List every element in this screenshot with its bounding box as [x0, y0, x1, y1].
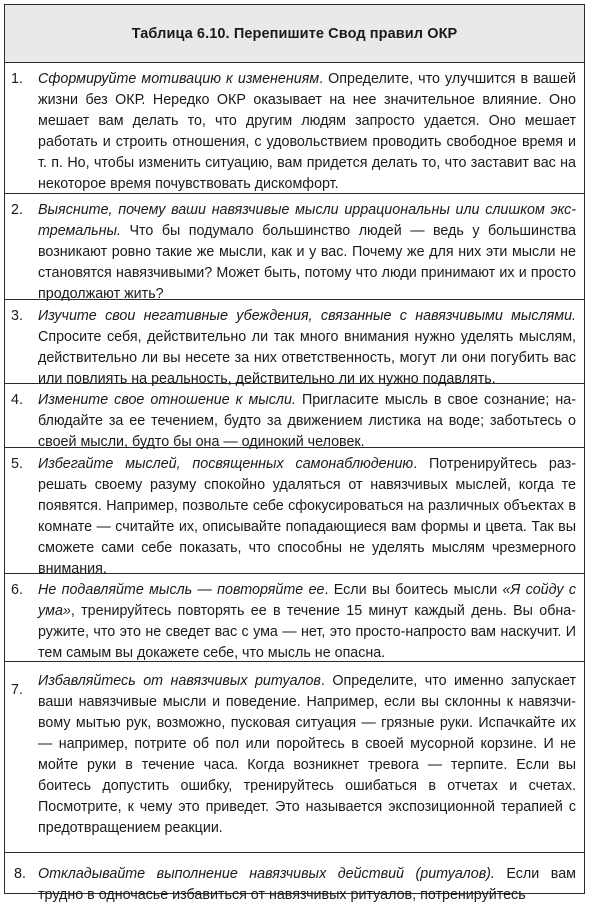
- rule-body-intro: . Если вы боитесь мысли: [324, 582, 503, 598]
- row-number: 8.: [14, 866, 26, 882]
- row-number: 6.: [11, 582, 23, 598]
- row-text: [5, 300, 584, 390]
- table-row: [5, 63, 584, 194]
- rule-heading: Изучите свои негативные убеждения, связанные с навязчивыми мыслями.: [38, 308, 576, 324]
- table-row: [5, 300, 584, 387]
- table-row: [5, 448, 584, 577]
- row-text: [5, 574, 584, 664]
- row-text: [5, 662, 584, 839]
- rule-quote: «Я сойду с ума»: [38, 582, 577, 619]
- rule-body: Пригласите мысль в свое сознание; наблюдайте за ее течением, будто за движением листика на воде; заботьтесь о своей мысли, будто бы она — одинокий человек.: [38, 392, 576, 450]
- rule-heading: Сформируйте мотивацию к изменениям: [38, 71, 320, 87]
- rule-body: Спросите себя, действительно ли так много внимания нужно уделять мыслям, действительно ли вы несете за них ответственность, могут ли они погубить вас или повлиять на реальность, действительно ли их нужно подавлять.: [38, 329, 576, 387]
- row-text: [5, 448, 584, 580]
- table-row: [5, 574, 584, 662]
- rule-heading: Выясните, почему ваши навязчивые мысли иррациональны или слишком экстремальны.: [38, 202, 576, 239]
- table-row: [5, 662, 584, 853]
- rule-body: Что бы подумало большинство людей — ведь у большинства возникают ровно такие же мысли, как и у вас. Почему же для них эти мысли не становятся навязчивыми? Может быть, потому что люди принимают их и просто продолжают жить?: [38, 223, 576, 302]
- row-number: 2.: [11, 202, 23, 218]
- rule-body: , тренируйтесь повторять ее в течение 15 минут каждый день. Вы обнаружите, что это не сведет вас с ума — нет, это просто-напросто вам наскучит. И тем самым вы докажете себе, что мысль не опасна.: [38, 603, 576, 661]
- rules-table: [4, 4, 585, 903]
- table-title: Таблица 6.10. Перепишите Свод правил ОКР: [131, 25, 458, 42]
- table-row: [5, 194, 584, 300]
- row-number: 5.: [11, 456, 23, 472]
- row-text: [5, 63, 584, 195]
- row-number: 7.: [11, 682, 23, 698]
- rule-heading: Откладывайте выполнение навязчивых действий (ритуалов).: [38, 866, 495, 882]
- rule-body: Если вам трудно в одночасье избавиться от навязчивых ритуалов, потренируйтесь: [38, 866, 576, 903]
- row-number: 3.: [11, 308, 23, 324]
- rule-body: . Определите, что улучшится в вашей жизни без ОКР. Нередко ОКР оказывает на нее значительное влияние. Оно мешает вам делать то, что другим людям запросто удается. Оно мешает работать и строить отношения, с удовольствием проводить свободное время и т. п. Но, чтобы изменить ситуацию, вам придется делать то, что заставит вас на некоторое время почувствовать дискомфорт.: [38, 71, 576, 192]
- rule-heading: Измените свое отношение к мысли.: [38, 392, 296, 408]
- table-header: [5, 5, 584, 63]
- rule-body: . Потренируйтесь разрешать своему разуму спокойно удаляться от навязчивых мыслей, когда те появятся. Например, позвольте себе сфокусироваться на различных объектах в комнате — считайте их, описывайте попадающиеся вам формы и цвета. Так вы сможете сами себе показать, что способны не уделять мыслям чрезмерного внимания.: [38, 456, 576, 577]
- rule-heading: Избавляйтесь от навязчивых ритуалов: [38, 673, 321, 689]
- row-number: 4.: [11, 392, 23, 408]
- rule-heading: Не подавляйте мысль — повторяйте ее: [38, 582, 325, 598]
- rule-heading: Избегайте мыслей, посвященных самонаблюдению: [38, 456, 414, 472]
- row-text: [5, 853, 584, 906]
- table-row: [5, 384, 584, 448]
- row-text: [5, 194, 584, 305]
- row-text: [5, 384, 584, 453]
- rule-body: . Определите, что именно запускает ваши навязчивые мысли и поведение. Например, если вы склонны к навязчивому мытью рук, возможно, пусковая ситуация — грязные руки. Испачкайте их — например, потрите об пол или поройтесь в своей мусорной корзине. И не мойте руки в течение часа. Когда возникнет тревога — терпите. Если вы боитесь допустить ошибку, тренируйтесь ошибаться в отчетах и счетах. Посмотрите, к чему это приведет. Это называется экспозиционной терапией с предотвращением реакции.: [38, 673, 576, 836]
- table-row: [5, 853, 584, 913]
- row-number: 1.: [11, 71, 23, 87]
